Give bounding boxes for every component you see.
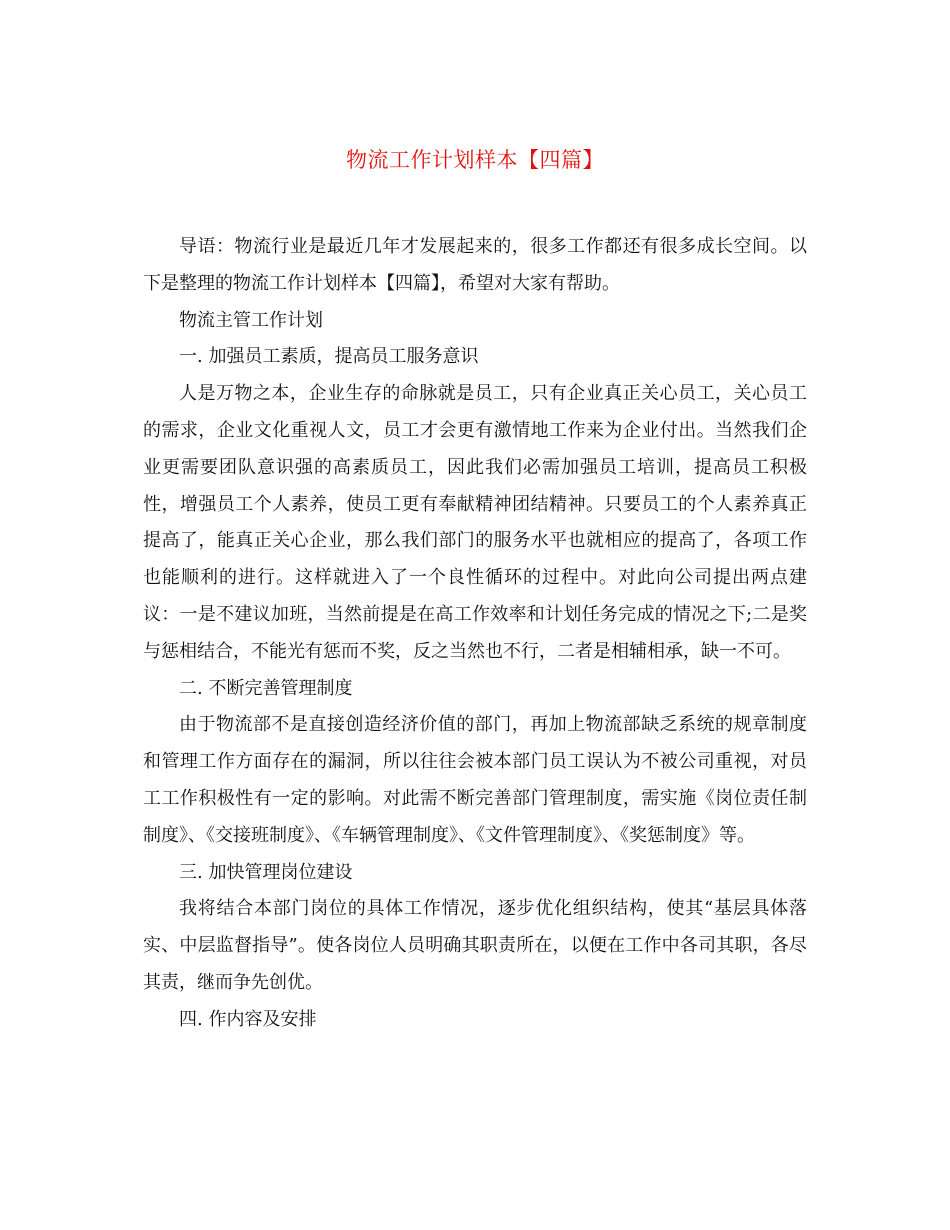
intro-paragraph: 导语：物流行业是最近几年才发展起来的，很多工作都还有很多成长空间。以下是整理的物流工作计划样本【四篇】，希望对大家有帮助。 [143,236,807,294]
subheading-1: 一. 加强员工素质，提高员工服务意识 [179,346,479,368]
subheading-2: 二. 不断完善管理制度 [179,677,353,699]
document-body [143,229,807,1039]
body-paragraph-1: 人是万物之本，企业生存的命脉就是员工，只有企业真正关心员工，关心员工的需求，企业文化重视人文，员工才会更有激情地工作来为企业付出。当然我们企业更需要团队意识强的高素质员工，因此我们必需加强员工培训，提高员工积极性，增强员工个人素养，使员工更有奉献精神团结精神。只要员工的个人素养真正提高了，能真正关心企业，那么我们部门的服务水平也就相应的提高了，各项工作也能顺利的进行。这样就进入了一个良性循环的过程中。对此向公司提出两点建议：一是不建议加班，当然前提是在高工作效率和计划任务完成的情况之下;二是奖与惩相结合，不能光有惩而不奖，反之当然也不行，二者是相辅相承，缺一不可。 [143,383,807,662]
section-heading: 物流主管工作计划 [179,309,323,331]
subheading-3: 三. 加快管理岗位建设 [179,861,353,883]
body-paragraph-2: 由于物流部不是直接创造经济价值的部门，再加上物流部缺乏系统的规章制度和管理工作方面存在的漏洞，所以往往会被本部门员工误认为不被公司重视，对员工工作积极性有一定的影响。对此需不断完善部门管理制度，需实施《岗位责任制制度》、《交接班制度》、《车辆管理制度》、《文件管理制度》、《奖惩制度》等。 [143,714,807,846]
subheading-4: 四. 作内容及安排 [179,1008,317,1030]
body-paragraph-3: 我将结合本部门岗位的具体工作情况，逐步优化组织结构，使其“基层具体落实、中层监督指导”。使各岗位人员明确其职责所在，以便在工作中各司其职，各尽其责，继而争先创优。 [143,898,807,993]
document-title: 物流工作计划样本【四篇】 [346,148,604,172]
